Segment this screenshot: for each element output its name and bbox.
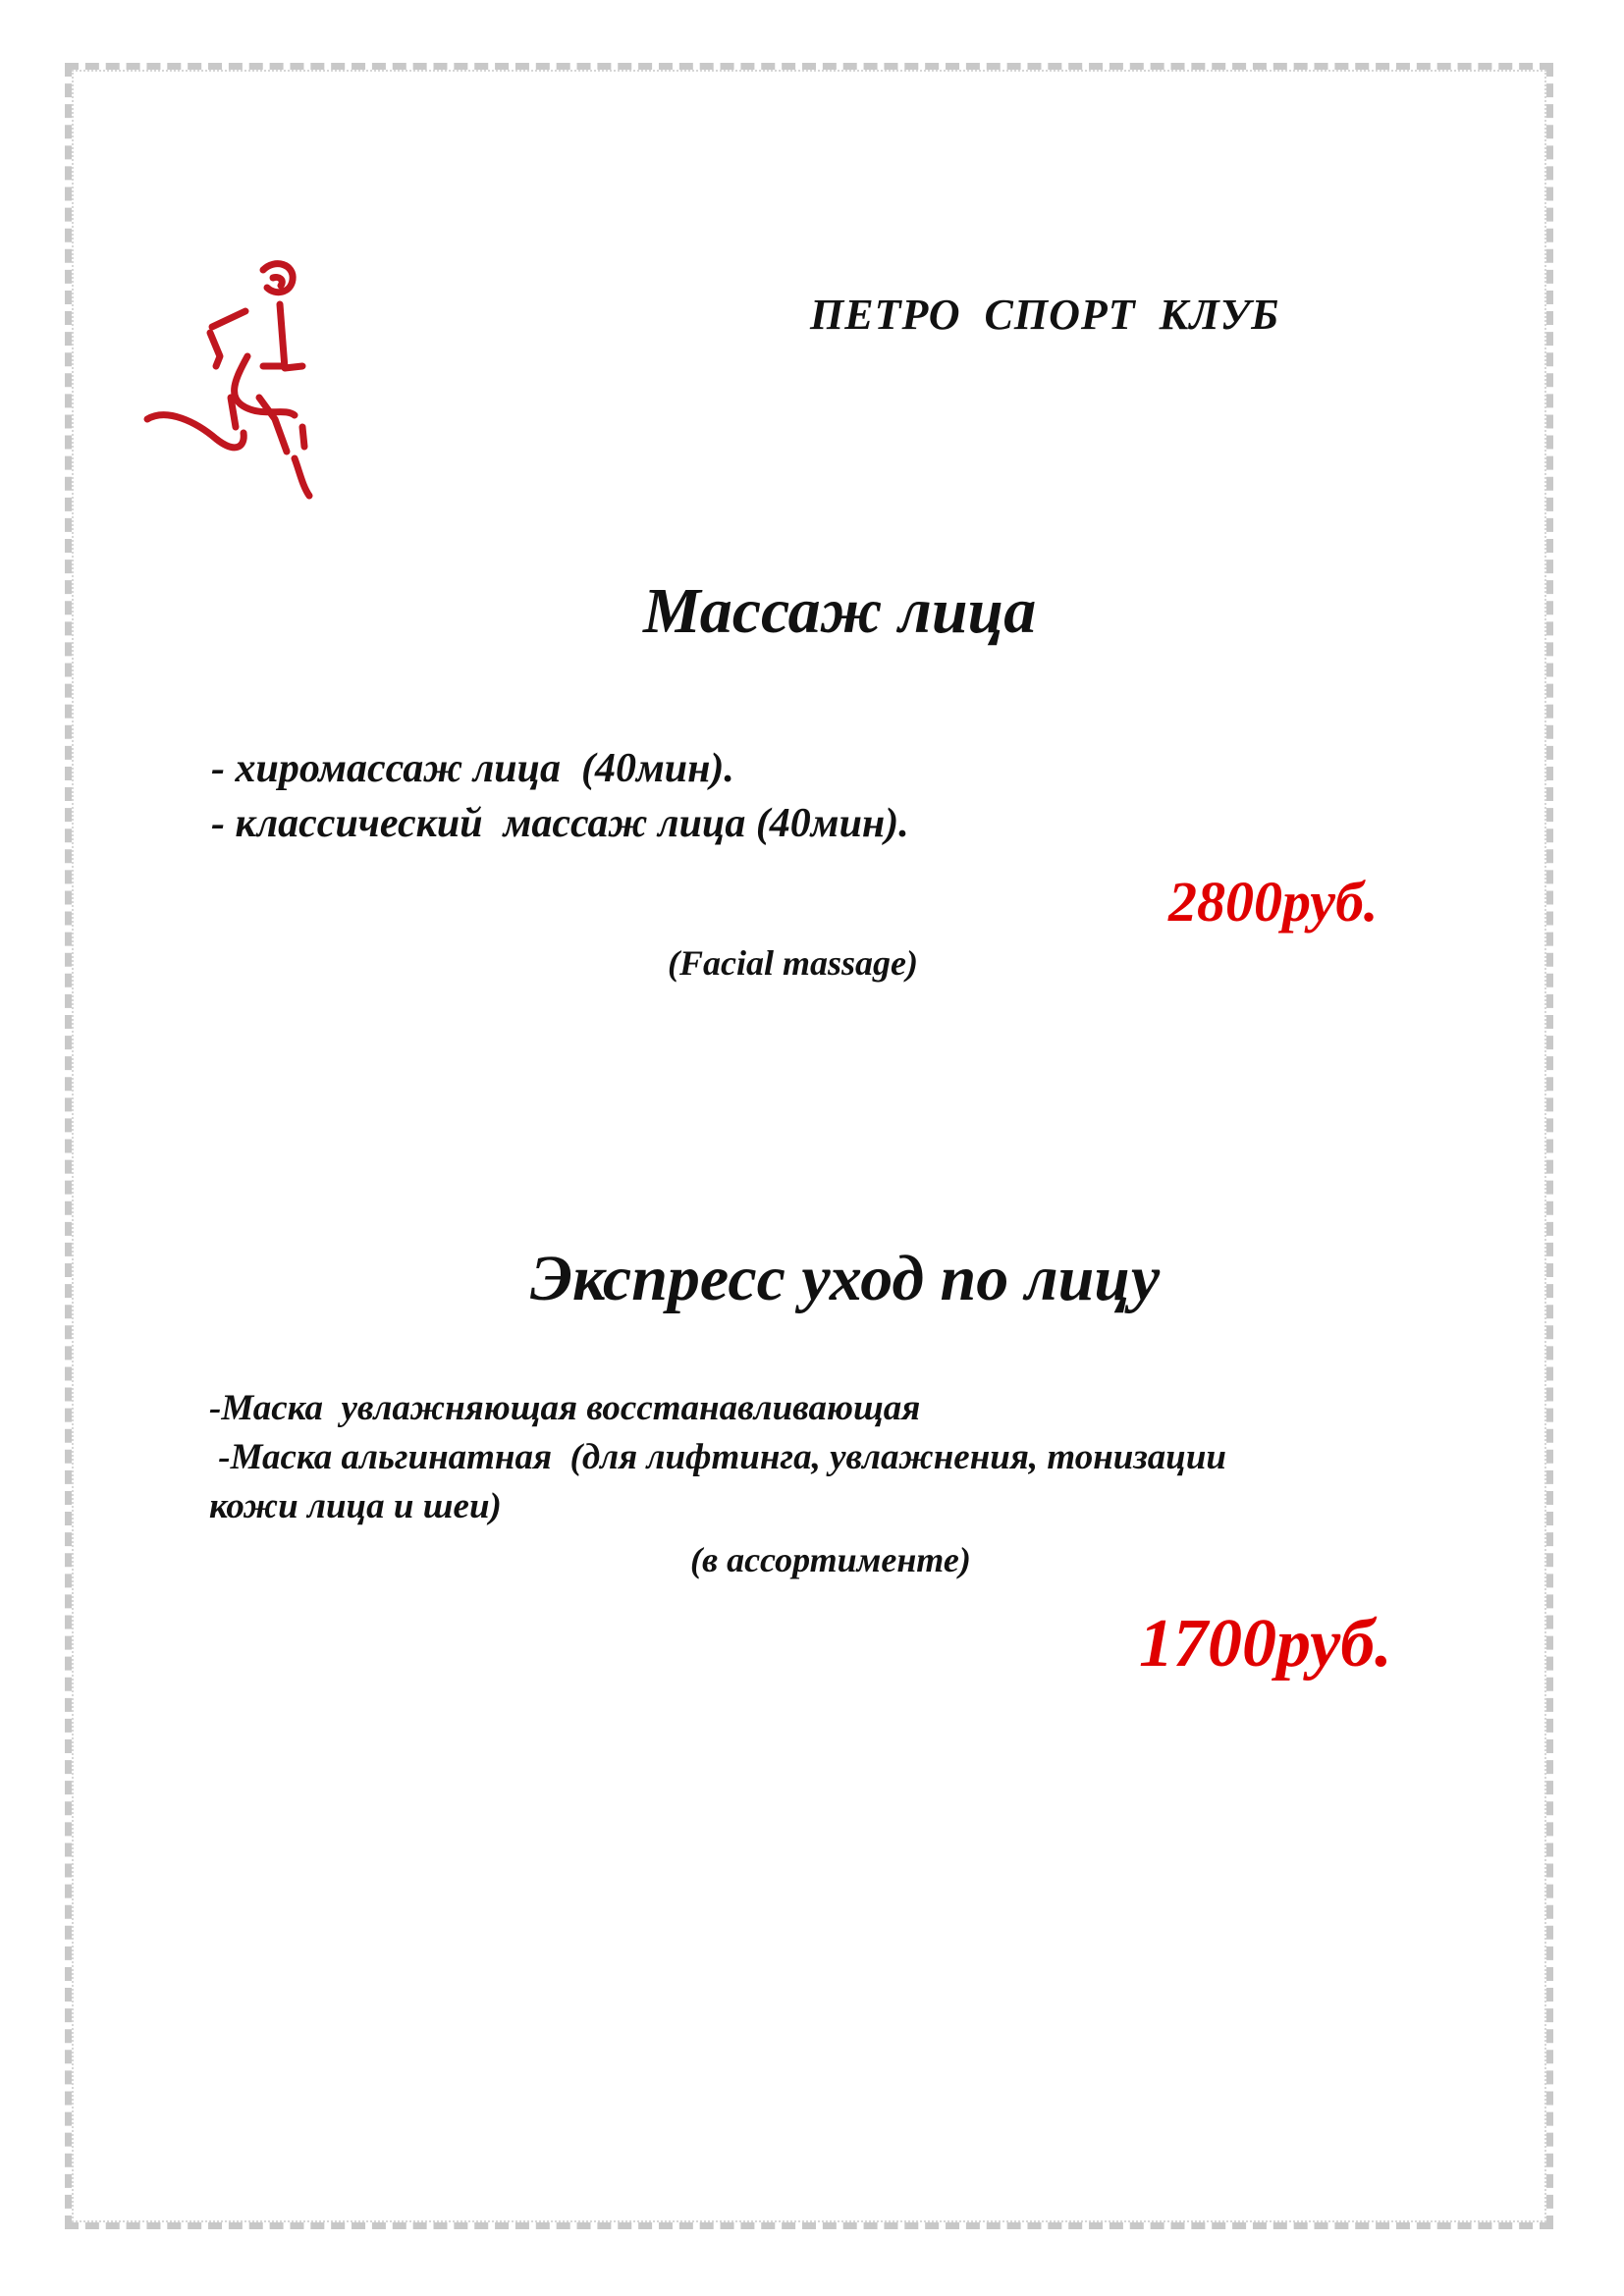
service-list-express-care — [209, 1384, 1226, 1531]
list-item: - хиромассаж лица (40мин). — [211, 746, 734, 791]
club-name: ПЕТРО СПОРТ КЛУБ — [810, 291, 1280, 339]
section-title-facial-massage: Массаж лица — [643, 575, 1037, 647]
list-item: - классический массаж лица (40мин). — [211, 801, 909, 846]
price-facial-massage: 2800руб. — [1168, 870, 1379, 934]
note-express-care: (в ассортименте) — [690, 1540, 971, 1579]
note-facial-massage: (Facial massage) — [668, 943, 918, 983]
list-item: кожи лица и шеи) — [209, 1486, 502, 1526]
service-list-facial-massage — [211, 741, 909, 851]
runner-logo-icon — [137, 250, 344, 506]
section-title-express-care: Экспресс уход по лицу — [530, 1243, 1161, 1314]
list-item: -Маска увлажняющая восстанавливающая — [209, 1388, 921, 1428]
list-item: -Маска альгинатная (для лифтинга, увлажнения, тонизации — [209, 1437, 1226, 1477]
price-express-care: 1700руб. — [1139, 1606, 1392, 1682]
